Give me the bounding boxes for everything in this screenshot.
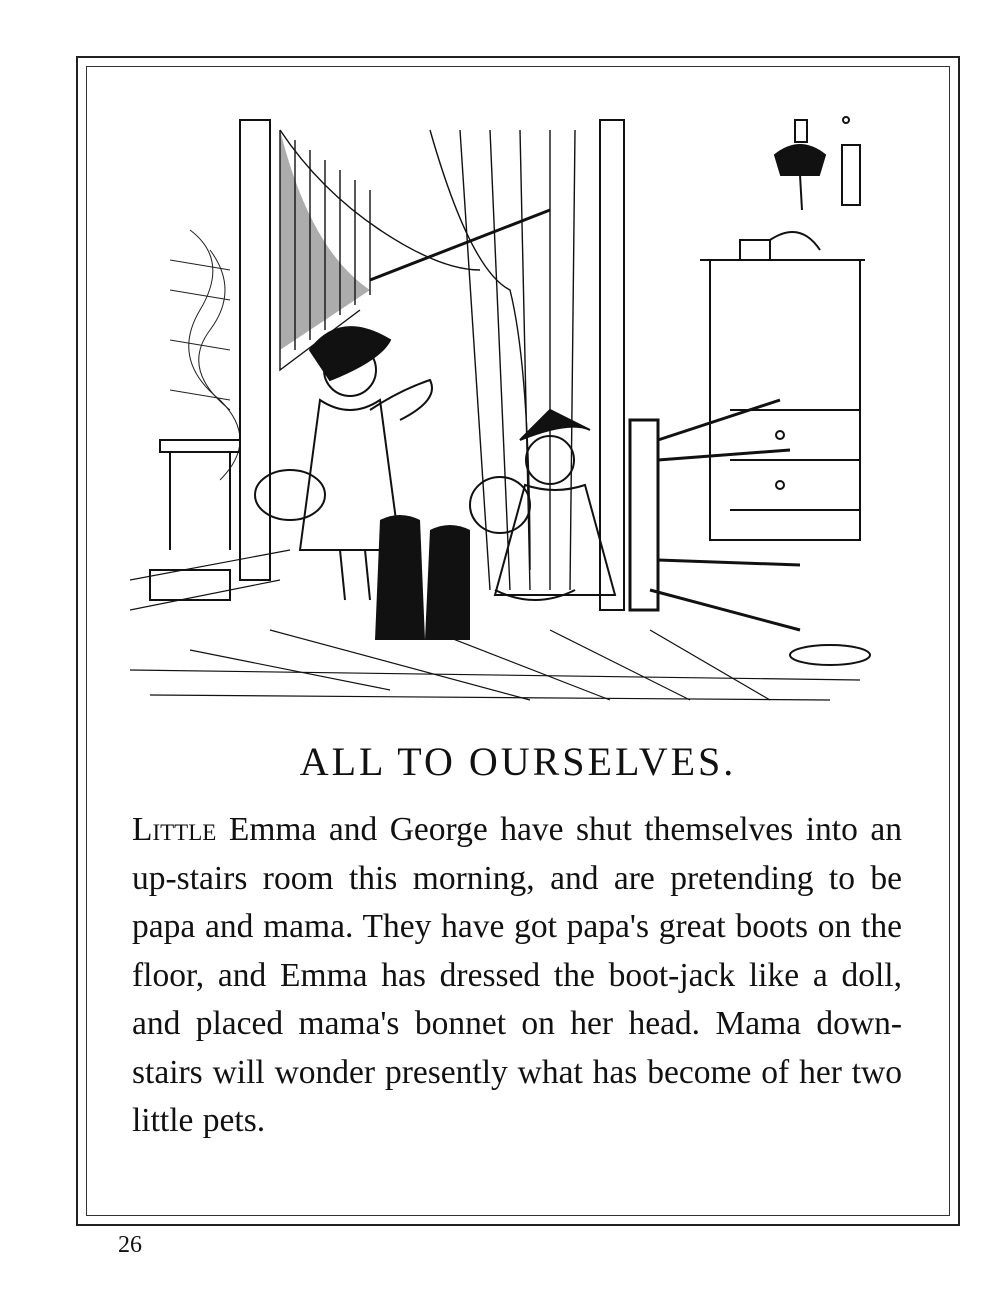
wall-hatching (170, 230, 240, 480)
papas-boots (375, 515, 470, 640)
side-table (150, 440, 240, 600)
page-number: 26 (118, 1232, 142, 1258)
door-frame-left (240, 120, 270, 580)
engraving-illustration (130, 110, 890, 710)
boy-figure (470, 410, 615, 600)
wall-lamp (775, 117, 860, 210)
dresser (700, 232, 865, 540)
page-title: ALL TO OURSELVES. (299, 739, 737, 784)
lead-word: Little (132, 811, 217, 848)
boot-jack (630, 400, 800, 630)
slipper (790, 645, 870, 665)
body-paragraph (132, 806, 902, 1146)
door-frame-right (600, 120, 624, 610)
body-text: Emma and George have shut themselves into an up-stairs room this morning, and are pretending to be papa and mama. They have got papa's great boots on the floor, and Emma has dressed the boot-jack like a doll, and placed mama's bonnet on her head. Mama down-stairs will wonder presently what has become of her two little pets. (132, 811, 903, 1139)
curtain-right (430, 130, 575, 590)
